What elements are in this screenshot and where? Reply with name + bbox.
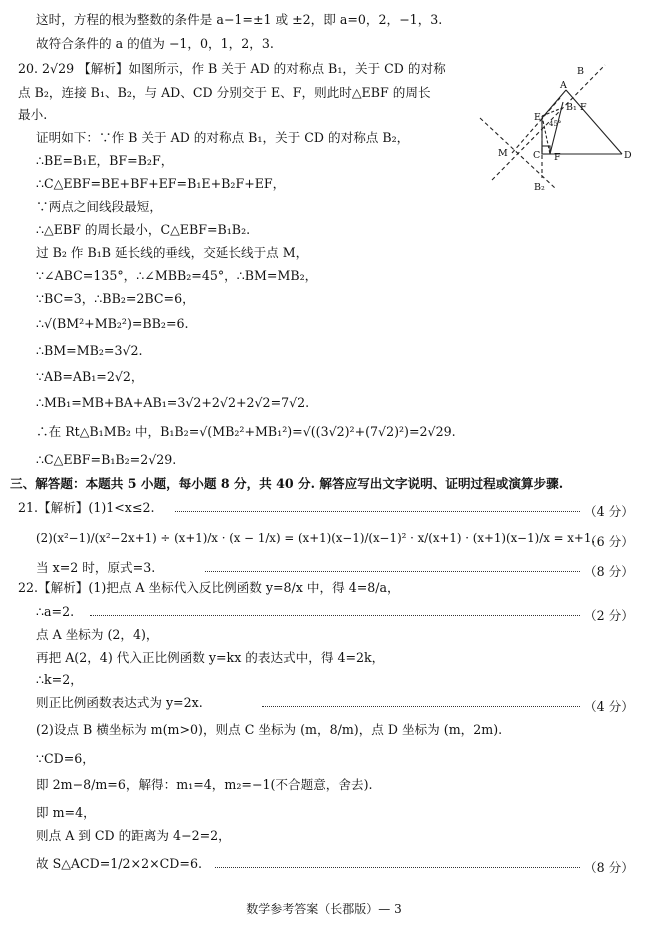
figure-label: D [624,150,632,161]
text-line: (2)设点 B 横坐标为 m(m>0)，则点 C 坐标为 (m，8/m)，点 D 坐标为 (m，2m). [36,722,503,737]
text-line: 点 B₂，连接 B₁、B₂，与 AD、CD 分别交于 E、F，则此时△EBF 的周长 [18,85,431,100]
text-line: ∴k=2， [36,672,83,687]
text-line: ∴△EBF 的周长最小，C△EBF=B₁B₂. [36,222,251,237]
text-line: ∴在 Rt△B₁MB₂ 中，B₁B₂=√(MB₂²+MB₁²)=√((3√2)²+(7√2)²)=2√29. [36,424,456,439]
text-line: ∵∠ABC=135°，∴∠MBB₂=45°，∴BM=MB₂， [36,268,318,283]
section-heading: 三、解答题：本题共 5 小题，每小题 8 分，共 40 分. 解答应写出文字说明、证明过程或演算步骤. [10,476,564,491]
text-line: 点 A 坐标为 (2，4)， [36,627,159,642]
figure-label: E [534,112,541,123]
text-line: 即 2m−8/m=6，解得：m₁=4，m₂=−1(不合题意，舍去). [36,777,373,792]
text-line: 则点 A 到 CD 的距离为 4−2=2， [36,828,231,843]
text-line: 则正比例函数表达式为 y=2x. [36,695,203,710]
figure-label: A [560,80,567,91]
score-label: （4 分） [584,699,634,714]
figure-label: F [554,152,561,163]
leader-dots [215,867,580,868]
figure-label: B₁ [566,102,577,113]
score-label: （6 分） [584,534,634,549]
figure-label: 45° [549,120,562,128]
text-line: 过 B₂ 作 B₁B 延长线的垂线，交延长线于点 M， [36,245,309,260]
text-line: ∵两点之间线段最短， [36,199,162,214]
leader-dots [205,571,580,572]
text-line: ∴√(BM²+MB₂²)=BB₂=6. [36,316,189,331]
figure-label: B₂ [534,182,545,193]
text-line: ∴BE=B₁E，BF=B₂F， [36,153,174,168]
text-line: ∴MB₁=MB+BA+AB₁=3√2+2√2+2√2=7√2. [36,395,310,410]
leader-dots [262,706,580,707]
text-line: ∵CD=6， [36,751,95,766]
text-line: 即 m=4， [36,805,96,820]
text-line: 故 S△ACD=1/2×2×CD=6. [36,856,202,871]
text-line: 这时，方程的根为整数的条件是 a−1=±1 或 ±2，即 a=0，2，−1，3. [36,12,443,27]
page-footer: 数学参考答案（长郡版）— 3 [246,902,402,916]
text-line: ∴a=2. [36,604,75,619]
figure-label: C [533,150,541,161]
text-line: ∴C△EBF=B₁B₂=2√29. [36,452,177,467]
score-label: （4 分） [584,504,634,519]
text-line: ∵BC=3，∴BB₂=2BC=6， [36,291,195,306]
text-line: (2)(x²−1)/(x²−2x+1) ÷ (x+1)/x · (x − 1/x) = (x+1)(x−1)/(x−1)² · x/(x+1) · (x+1)(x−1)/x = x+1， [36,531,604,545]
text-line: 再把 A(2，4) 代入正比例函数 y=kx 的表达式中，得 4=2k， [36,650,385,665]
figure-label: F [580,102,587,113]
text-line: ∴C△EBF=BE+BF+EF=B₁E+B₂F+EF， [36,176,286,191]
score-label: （8 分） [584,564,634,579]
text-line: 21.【解析】(1)1<x≤2. [18,500,155,515]
score-label: （2 分） [584,608,634,623]
leader-dots [175,511,580,512]
text-line: 20. 2√29 【解析】如图所示，作 B 关于 AD 的对称点 B₁，关于 CD 的对称 [18,61,446,76]
text-line: 当 x=2 时，原式=3. [36,560,156,575]
figure-label: M [498,148,508,159]
leader-dots [90,615,580,616]
figure-label: B [577,66,584,77]
text-line: 故符合条件的 a 的值为 −1，0，1，2，3. [36,36,274,51]
geometry-figure [470,60,640,200]
text-line: ∵AB=AB₁=2√2， [36,369,144,384]
text-line: 22.【解析】(1)把点 A 坐标代入反比例函数 y=8/x 中，得 4=8/a， [18,580,400,595]
text-line: 最小. [18,107,48,122]
text-line: ∴BM=MB₂=3√2. [36,343,143,358]
text-line: 证明如下：∵作 B 关于 AD 的对称点 B₁，关于 CD 的对称点 B₂， [36,130,410,145]
score-label: （8 分） [584,860,634,875]
